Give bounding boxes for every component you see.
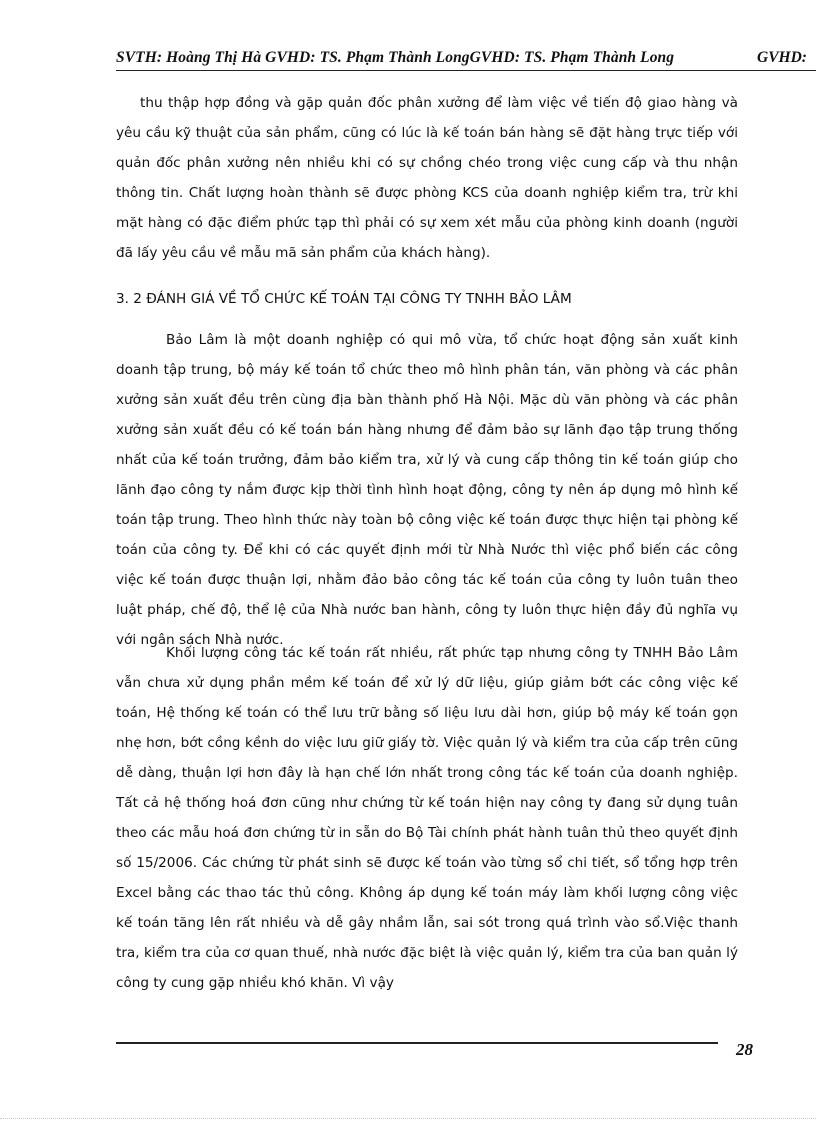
header-author-advisor: SVTH: Hoàng Thị Hà GVHD: TS. Phạm Thành LongGVHD: TS. Phạm Thành Long <box>116 49 675 66</box>
paragraph-3: Khối lượng công tác kế toán rất nhiều, rất phức tạp nhưng công ty TNHH Bảo Lâm vẫn chưa xử dụng phần mềm kế toán để xử lý dữ liệu, giúp giảm bớt các công việc kế toán, Hệ thống kế toán có thể lưu trữ bằng số liệu lưu dài hơn, giúp bộ máy kế toán gọn nhẹ hơn, bớt cồng kềnh do việc lưu giữ giấy tờ. Việc quản lý và kiểm tra của cấp trên cũng dễ dàng, thuận lợi hơn đây là hạn chế lớn nhất trong công tác kế toán của doanh nghiệp. Tất cả hệ thống hoá đơn cũng như chứng từ kế toán hiện nay công ty đang sử dụng tuân theo các mẫu hoá đơn chứng từ in sẵn do Bộ Tài chính phát hành tuân thủ theo quyết định số 15/2006. Các chứng từ phát sinh sẽ được kế toán vào từng sổ chi tiết, sổ tổng hợp trên Excel bằng các thao tác thủ công. Không áp dụng kế toán máy làm khối lượng công việc kế toán tăng lên rất nhiều và dễ gây nhầm lẫn, sai sót trong quá trình vào sổ.Việc thanh tra, kiểm tra của cơ quan thuế, nhà nước đặc biệt là việc quản lý, kiểm tra của ban quản lý công ty cung gặp nhiều khó khăn. Vì vậy <box>116 645 738 991</box>
paragraph-1 <box>116 88 738 268</box>
section-heading: 3. 2 ĐÁNH GIÁ VỀ TỔ CHỨC KẾ TOÁN TẠI CÔNG TY TNHH BẢO LÂM <box>116 291 572 307</box>
footer-divider <box>116 1042 718 1044</box>
paragraph-2: Bảo Lâm là một doanh nghiệp có qui mô vừa, tổ chức hoạt động sản xuất kinh doanh tập trung, bộ máy kế toán tổ chức theo mô hình phân tán, văn phòng và các phân xưởng sản xuất đều trên cùng địa bàn thành phố Hà Nội. Mặc dù văn phòng và các phân xưởng sản xuất đều có kế toán bán hàng nhưng để đảm bảo sự lãnh đạo tập trung thống nhất của kế toán trưởng, đảm bảo kiểm tra, xử lý và cung cấp thông tin kế toán giúp cho lãnh đạo công ty nắm được kịp thời tình hình hoạt động, công ty nên áp dụng mô hình kế toán tập trung. Theo hình thức này toàn bộ công việc kế toán được thực hiện tại phòng kế toán của công ty. Để khi có các quyết định mới từ Nhà Nước thì việc phổ biến các công việc kế toán được thuận lợi, nhằm đảo bảo công tác kế toán của công ty luôn tuân theo luật pháp, chế độ, thể lệ của Nhà nước ban hành, công ty luôn thực hiện đầy đủ nghĩa vụ với ngân sách Nhà nước. <box>116 332 738 648</box>
paragraph-1-text: thu thập hợp đồng và gặp quản đốc phân xưởng để làm việc về tiến độ giao hàng và yêu cầu kỹ thuật của sản phẩm, cũng có lúc là kế toán bán hàng sẽ đặt hàng trực tiếp với quản đốc phân xưởng nên nhiều khi có sự chồng chéo trong việc cung cấp và thu nhận thông tin. Chất lượng hoàn thành sẽ được phòng KCS của doanh nghiệp kiểm tra, trừ khi mặt hàng có đặc điểm phức tạp thì phải có sự xem xét mẫu của phòng kinh doanh (người đã lấy yêu cầu về mẫu mã sản phẩm của khách hàng). <box>116 95 738 261</box>
page-bottom-border <box>0 1118 816 1119</box>
header-advisor-fragment: GVHD: <box>757 49 807 66</box>
page-header <box>116 46 816 71</box>
page-number: 28 <box>736 1040 753 1059</box>
